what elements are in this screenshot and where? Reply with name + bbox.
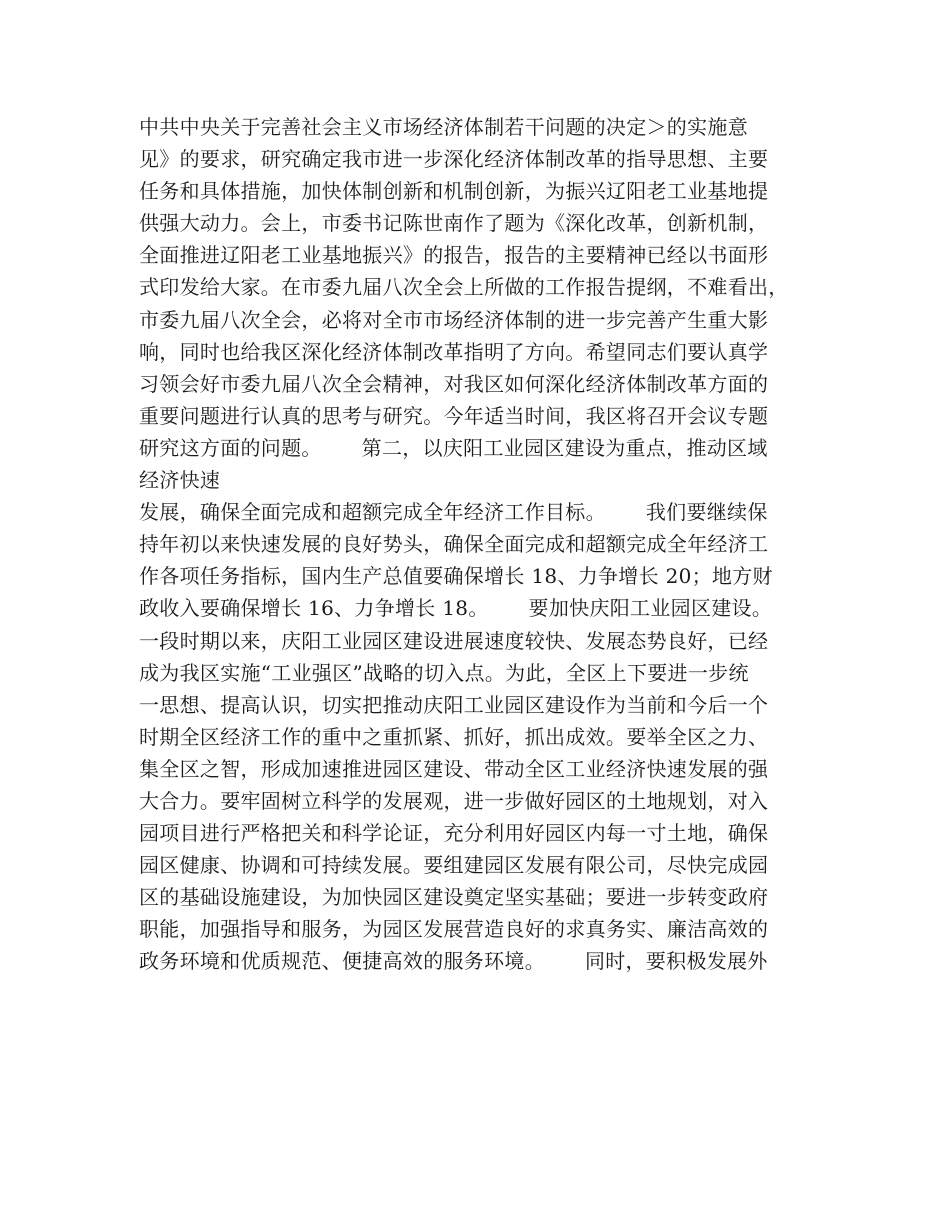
text-line: 全面推进辽阳老工业基地振兴》的报告，报告的主要精神已经以书面形 bbox=[139, 243, 769, 268]
text-line: 政收入要确保增长 16、力争增长 18。 要加快庆阳工业园区建设。 bbox=[139, 596, 773, 621]
text-line: 见》的要求，研究确定我市进一步深化经济体制改革的指导思想、主要 bbox=[139, 147, 769, 172]
text-line: 重要问题进行认真的思考与研究。今年适当时间，我区将召开会议专题 bbox=[139, 403, 769, 428]
text-line: 发展，确保全面完成和超额完成全年经济工作目标。 我们要继续保 bbox=[139, 500, 768, 525]
text-line: 政务环境和优质规范、便捷高效的服务环境。 同时，要积极发展外 bbox=[139, 949, 768, 974]
text-line: 时期全区经济工作的重中之重抓紧、抓好，抓出成效。要举全区之力、 bbox=[139, 724, 769, 749]
text-line: 成为我区实施“工业强区”战略的切入点。为此，全区上下要进一步统 bbox=[139, 660, 749, 685]
text-line: 式印发给大家。在市委九届八次全会上所做的工作报告提纲，不难看出， bbox=[139, 275, 789, 300]
text-line: 供强大动力。会上，市委书记陈世南作了题为《深化改革，创新机制， bbox=[139, 211, 769, 236]
text-line: 大合力。要牢固树立科学的发展观，进一步做好园区的土地规划，对入 bbox=[139, 788, 769, 813]
text-line: 经济快速 bbox=[139, 468, 221, 493]
text-line: 集全区之智，形成加速推进园区建设、带动全区工业经济快速发展的强 bbox=[139, 756, 769, 781]
text-line: 职能，加强指导和服务，为园区发展营造良好的求真务实、廉洁高效的 bbox=[139, 917, 769, 942]
text-line: 持年初以来快速发展的良好势头，确保全面完成和超额完成全年经济工 bbox=[139, 532, 769, 557]
text-line: 园项目进行严格把关和科学论证，充分利用好园区内每一寸土地，确保 bbox=[139, 821, 769, 846]
text-line: 研究这方面的问题。 第二，以庆阳工业园区建设为重点，推动区域 bbox=[139, 435, 768, 460]
text-line: 园区健康、协调和可持续发展。要组建园区发展有限公司，尽快完成园 bbox=[139, 853, 769, 878]
text-line: 习领会好市委九届八次全会精神，对我区如何深化经济体制改革方面的 bbox=[139, 371, 769, 396]
text-line: 任务和具体措施，加快体制创新和机制创新，为振兴辽阳老工业基地提 bbox=[139, 179, 769, 204]
text-line: 中共中央关于完善社会主义市场经济体制若干问题的决定＞的实施意 bbox=[139, 115, 748, 139]
text-line: 一段时期以来，庆阳工业园区建设进展速度较快、发展态势良好，已经 bbox=[139, 628, 769, 653]
text-line: 作各项任务指标，国内生产总值要确保增长 18、力争增长 20；地方财 bbox=[139, 564, 773, 589]
text-line: 一思想、提高认识，切实把推动庆阳工业园区建设作为当前和今后一个 bbox=[139, 692, 769, 717]
text-line: 市委九届八次全会，必将对全市市场经济体制的进一步完善产生重大影 bbox=[139, 307, 769, 332]
body-text bbox=[139, 111, 829, 978]
text-line: 区的基础设施建设，为加快园区建设奠定坚实基础；要进一步转变政府 bbox=[139, 885, 769, 910]
text-line: 响，同时也给我区深化经济体制改革指明了方向。希望同志们要认真学 bbox=[139, 339, 769, 364]
